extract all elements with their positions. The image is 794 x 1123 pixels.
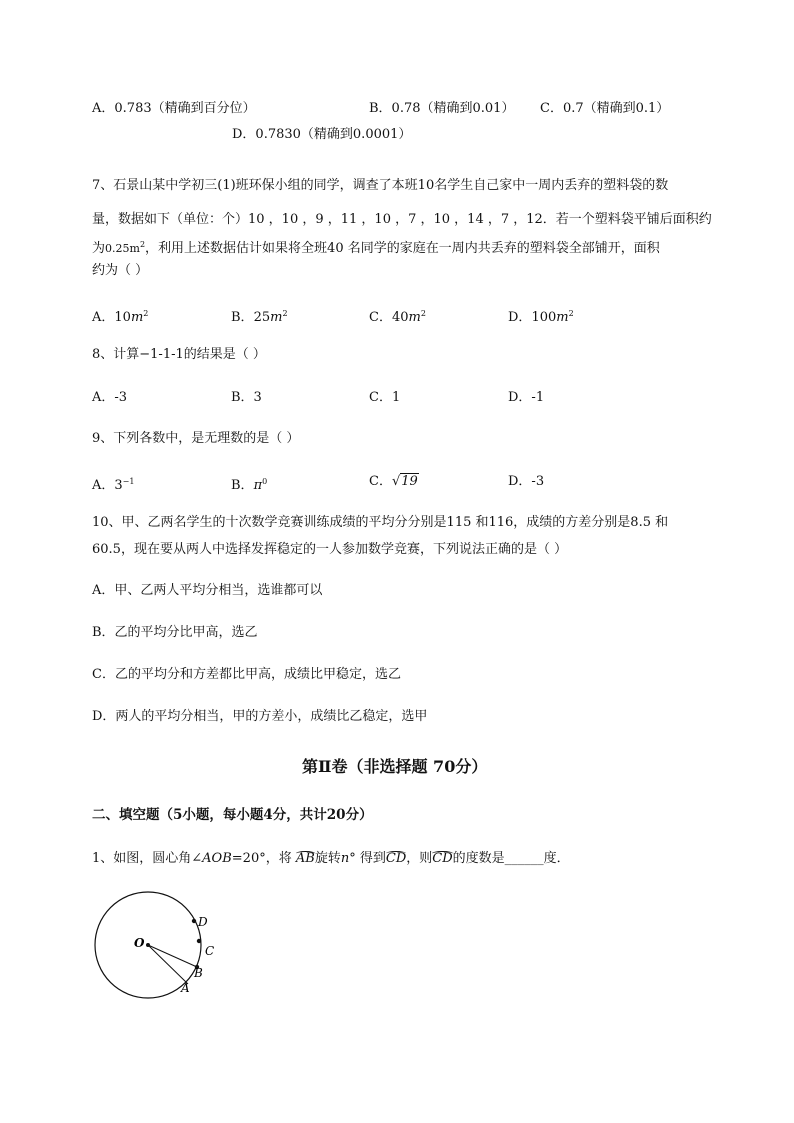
q10-option-a: A．甲、乙两人平均分相当，选谁都可以 [92, 583, 323, 598]
q7-option-d: D．$100m^2$ [508, 309, 574, 325]
q9-option-b: B．$\pi^0$ [231, 477, 268, 493]
radius-ob [148, 945, 197, 967]
section-title: 第Ⅱ卷（非选择题 70分） [302, 757, 488, 776]
q8-option-b: B．3 [231, 390, 262, 405]
q9-stem: 9、下列各数中，是无理数的是（ ） [92, 431, 300, 446]
q6-option-d: D．0.7830（精确到0.0001） [232, 127, 412, 142]
q9-option-a: A．$3^{-1}$ [92, 477, 135, 493]
q10-option-d: D．两人的平均分相当，甲的方差小，成绩比乙稳定，选甲 [92, 709, 428, 724]
point-d [192, 919, 196, 923]
label-c: C [205, 944, 215, 958]
q7-stem-line4: 约为（ ） [92, 263, 149, 278]
label-a: A [181, 981, 190, 995]
q6-option-c: C．0.7（精确到0.1） [540, 101, 670, 116]
q7-option-c: C．$40m^2$ [369, 309, 426, 325]
arc-ab: AB [295, 851, 315, 866]
point-c [197, 939, 201, 943]
q10-stem-line1: 10、甲、乙两名学生的十次数学竞赛训练成绩的平均分分别是115 和116，成绩的方差分别是8.5 和 [92, 515, 669, 530]
label-b: B [194, 966, 203, 980]
q7-option-a: A．$10m^2$ [92, 309, 149, 325]
radius-oa [148, 945, 188, 984]
q8-option-d: D．-1 [508, 390, 545, 405]
q6-option-a: A．0.783（精确到百分位） [92, 101, 256, 116]
label-o: O [134, 936, 145, 950]
q6-option-b: B．0.78（精确到0.01） [369, 101, 515, 116]
q7-stem-line1: 7、石景山某中学初三(1)班环保小组的同学，调查了本班10名学生自己家中一周内丢弃的塑料袋的数 [92, 178, 669, 193]
q9-option-c: C．√19 [369, 474, 418, 489]
q10-stem-line2: 60.5，现在要从两人中选择发挥稳定的一人参加数学竞赛，下列说法正确的是（ ） [92, 542, 568, 557]
point-o [146, 943, 150, 947]
arc-cd: CD [385, 851, 407, 866]
label-d: D [198, 915, 208, 929]
section-subtitle: 二、填空题（5小题，每小题4分，共计20分） [92, 807, 373, 823]
q8-option-a: A．-3 [92, 390, 128, 405]
q7-stem-line3: 为$0.25m^2$，利用上述数据估计如果将全班40 名同学的家庭在一周内共丢弃的塑料袋全部铺开，面积 [92, 240, 660, 256]
sqrt-sign-icon: √ [391, 474, 401, 489]
q10-option-b: B．乙的平均分比甲高，选乙 [92, 625, 258, 640]
arc-cd-2: CD [432, 851, 453, 866]
q9-option-d: D．-3 [508, 474, 545, 489]
fill1-stem: 1、如图，圆心角∠AOB=20°，将 AB旋转n° 得到CD，则CD的度数是______度． [92, 851, 570, 866]
q8-option-c: C．1 [369, 390, 401, 405]
q7-stem-line2: 量，数据如下（单位：个）10 ，10 ，9 ，11 ，10 ，7 ，10 ，14 ，7 ，12．若一个塑料袋平铺后面积约 [92, 212, 712, 227]
q10-option-c: C．乙的平均分和方差都比甲高，成绩比甲稳定，选乙 [92, 667, 401, 682]
q8-stem: 8、计算−1-1-1的结果是（ ） [92, 347, 266, 362]
q7-option-b: B．$25m^2$ [231, 309, 288, 325]
circle-figure [92, 885, 222, 1015]
